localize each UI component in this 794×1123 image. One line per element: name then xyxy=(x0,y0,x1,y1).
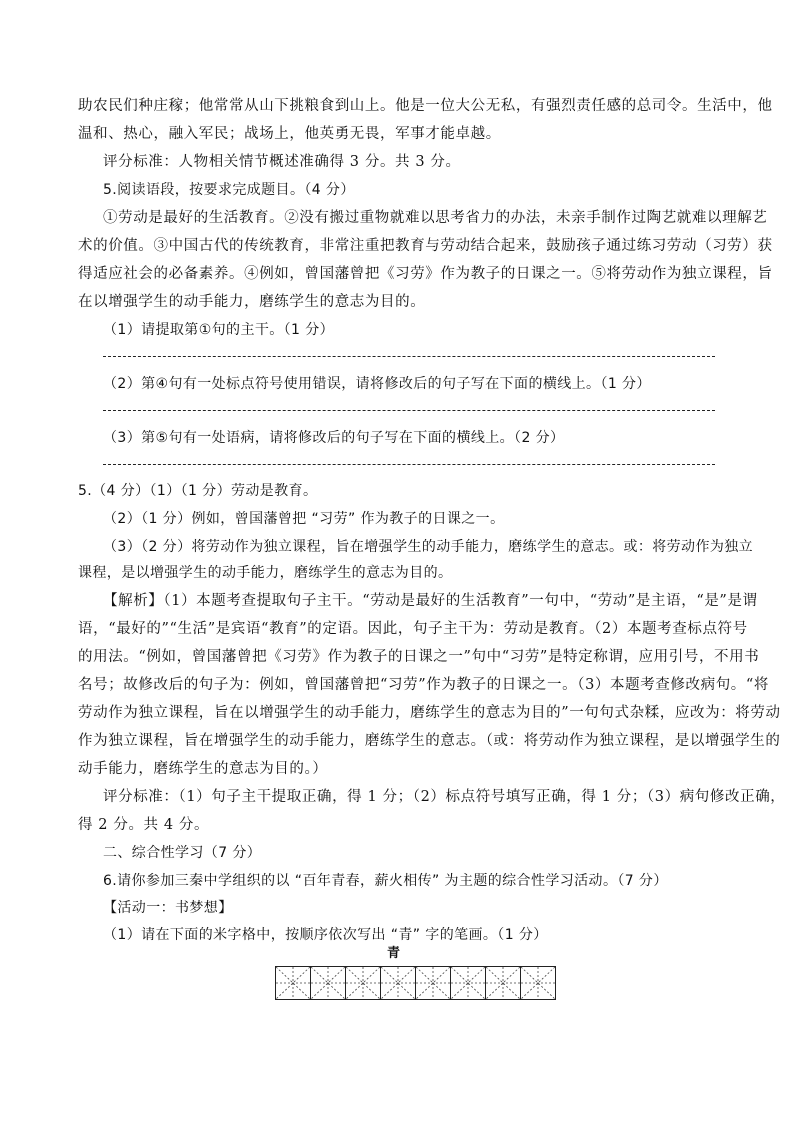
mizi-cell[interactable] xyxy=(276,967,311,999)
scoring-note: 得 2 分。共 4 分。 xyxy=(78,817,210,833)
subquestion-1: （1）请在下面的米字格中，按顺序依次写出 “青” 字的笔画。（1 分） xyxy=(103,927,548,943)
analysis-line: 语，“最好的”“生活”是宾语“教育”的定语。因此，句子主干为：劳动是教育。（2）本题考查标点符号 xyxy=(78,621,748,637)
scoring-note: 评分标准：人物相关情节概述准确得 3 分。共 3 分。 xyxy=(103,154,461,170)
mizi-cell[interactable] xyxy=(346,967,381,999)
answer-line: （3）（2 分）将劳动作为独立课程，旨在增强学生的动手能力，磨练学生的意志。或：将劳动作为独立 xyxy=(103,539,754,555)
passage-line: 术的价值。③中国古代的传统教育，非常注重把教育与劳动结合起来，鼓励孩子通过练习劳动（习劳）获 xyxy=(78,238,773,254)
analysis-line: 动手能力，磨练学生的意志为目的。） xyxy=(78,761,328,777)
answer-line: 5.（4 分）（1）（1 分）劳动是教育。 xyxy=(78,483,318,499)
analysis-line: 劳动作为独立课程，旨在以增强学生的动手能力，磨练学生的意志为目的”一句句式杂糅，应改为：将劳动 xyxy=(78,705,781,721)
text-line: 温和、热心，融入军民；战场上，他英勇无畏，军事才能卓越。 xyxy=(78,126,501,142)
analysis-line: 作为独立课程，旨在增强学生的动手能力，磨练学生的意志。（或：将劳动作为独立课程，是以增强学生的 xyxy=(78,733,781,749)
answer-blank-3[interactable] xyxy=(103,464,715,465)
answer-blank-1[interactable] xyxy=(103,356,715,357)
grid-character: 青 xyxy=(387,946,401,961)
answer-line: （2）（1 分）例如，曾国藩曾把 “习劳” 作为教子的日课之一。 xyxy=(103,511,505,527)
passage-line: 在以增强学生的动手能力，磨练学生的意志为目的。 xyxy=(78,294,426,310)
analysis-line: 名号；故修改后的句子为：例如，曾国藩曾把“习劳”作为教子的日课之一。（3）本题考查修改病句。“将 xyxy=(78,677,770,693)
mizi-grid xyxy=(275,966,556,1000)
mizi-cell[interactable] xyxy=(451,967,486,999)
analysis-line: 【解析】（1）本题考查提取句子主干。“劳动是最好的生活教育”一句中，“劳动”是主语，“是”是谓 xyxy=(103,593,758,609)
mizi-cell[interactable] xyxy=(381,967,416,999)
mizi-cell[interactable] xyxy=(486,967,521,999)
text-line: 助农民们种庄稼；他常常从山下挑粮食到山上。他是一位大公无私，有强烈责任感的总司令。生活中，他 xyxy=(78,98,773,114)
activity-heading: 【活动一：书梦想】 xyxy=(103,900,233,916)
question-5-heading: 5.阅读语段，按要求完成题目。（4 分） xyxy=(103,182,355,198)
analysis-line: 的用法。“例如，曾国藩曾把《习劳》作为教子的日课之一”句中“习劳”是特定称谓，应用引号，不用书 xyxy=(78,649,760,665)
question-6-heading: 6.请你参加三秦中学组织的以 “百年青春，薪火相传” 为主题的综合性学习活动。（7 分） xyxy=(103,873,668,889)
subquestion-3: （3）第⑤句有一处语病，请将修改后的句子写在下面的横线上。（2 分） xyxy=(103,430,565,446)
mizi-cell[interactable] xyxy=(521,967,555,999)
answer-blank-2[interactable] xyxy=(103,410,715,411)
mizi-cell[interactable] xyxy=(311,967,346,999)
section-heading: 二、综合性学习（7 分） xyxy=(103,845,262,861)
subquestion-2: （2）第④句有一处标点符号使用错误，请将修改后的句子写在下面的横线上。（1 分） xyxy=(103,376,651,392)
scoring-note: 评分标准：（1）句子主干提取正确，得 1 分；（2）标点符号填写正确，得 1 分；（3）病句修改正确， xyxy=(103,789,786,805)
passage-line: 得适应社会的必备素养。④例如，曾国藩曾把《习劳》作为教子的日课之一。⑤将劳动作为独立课程，旨 xyxy=(78,266,773,282)
subquestion-1: （1）请提取第①句的主干。（1 分） xyxy=(103,322,335,338)
passage-line: ①劳动是最好的生活教育。②没有搬过重物就难以思考省力的办法，未亲手制作过陶艺就难以理解艺 xyxy=(103,210,768,226)
answer-line: 课程，是以增强学生的动手能力，磨练学生的意志为目的。 xyxy=(78,565,453,581)
mizi-cell[interactable] xyxy=(416,967,451,999)
